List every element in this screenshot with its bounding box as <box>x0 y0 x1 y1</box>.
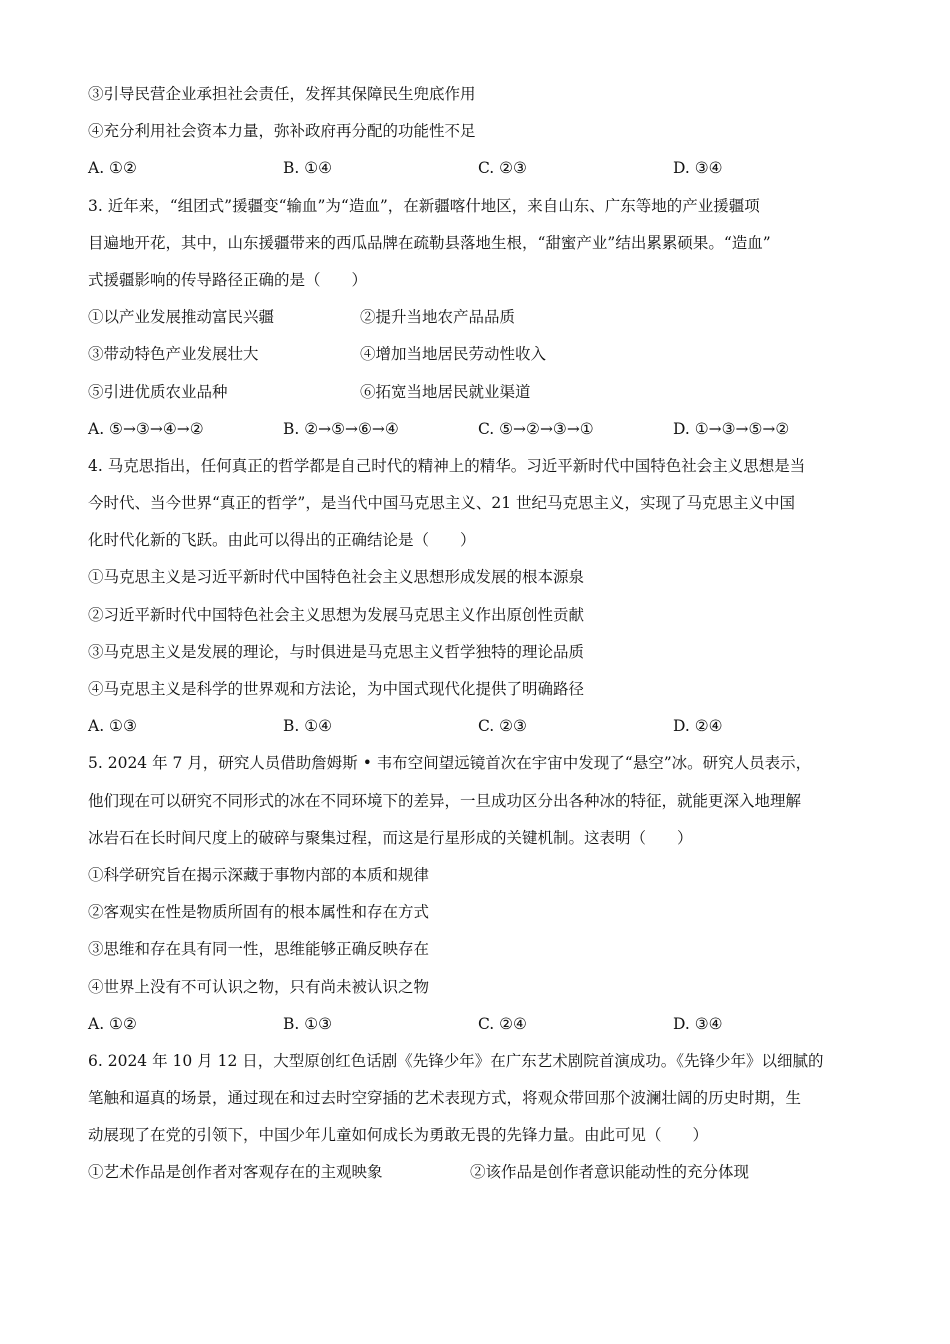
q3-stem-line-2: 目遍地开花，其中，山东援疆带来的西瓜品牌在疏勒县落地生根，“甜蜜产业”结出累累硕果。“造血” <box>88 233 771 252</box>
q3-option-c[interactable]: C. ⑤→②→③→① <box>478 419 594 438</box>
q3-stem-line-3: 式援疆影响的传导路径正确的是（ ） <box>88 270 368 289</box>
q5-options <box>88 1006 878 1043</box>
q5-option-b[interactable]: B. ①③ <box>283 1014 333 1033</box>
q4-option-c[interactable]: C. ②③ <box>478 717 527 736</box>
q6-stem-line-1: 6. 2024 年 10 月 12 日，大型原创红色话剧《先锋少年》在广东艺术剧院首演成功。《先锋少年》以细腻的 <box>88 1051 824 1070</box>
q5-option-a[interactable]: A. ①② <box>88 1014 137 1033</box>
q4-option-b[interactable]: B. ①④ <box>283 717 333 736</box>
q2-option-c[interactable]: C. ②③ <box>478 159 527 178</box>
q6-item-2: ②该作品是创作者意识能动性的充分体现 <box>470 1163 750 1182</box>
q5-item-1: ①科学研究旨在揭示深藏于事物内部的本质和规律 <box>88 865 430 884</box>
q2-options <box>88 150 878 187</box>
q3-option-d[interactable]: D. ①→③→⑤→② <box>673 419 790 438</box>
q3-item-3: ③带动特色产业发展壮大 <box>88 345 259 364</box>
q6-item-1: ①艺术作品是创作者对客观存在的主观映象 <box>88 1163 383 1182</box>
q3-option-a[interactable]: A. ⑤→③→④→② <box>88 419 204 438</box>
q2-option-a[interactable]: A. ①② <box>88 159 137 178</box>
q5-stem-line-2: 他们现在可以研究不同形式的冰在不同环境下的差异，一旦成功区分出各种冰的特征，就能更深入地理解 <box>88 791 802 810</box>
q4-item-1: ①马克思主义是习近平新时代中国特色社会主义思想形成发展的根本源泉 <box>88 568 585 587</box>
q4-item-3: ③马克思主义是发展的理论，与时俱进是马克思主义哲学独特的理论品质 <box>88 642 585 661</box>
q3-option-b[interactable]: B. ②→⑤→⑥→④ <box>283 419 399 438</box>
q3-item-5: ⑤引进优质农业品种 <box>88 382 228 401</box>
q4-option-a[interactable]: A. ①③ <box>88 717 137 736</box>
q6-stem-line-3: 动展现了在党的引领下，中国少年儿童如何成长为勇敢无畏的先锋力量。由此可见（ ） <box>88 1126 709 1145</box>
q5-stem-line-1: 5. 2024 年 7 月，研究人员借助詹姆斯 • 韦布空间望远镜首次在宇宙中发现了“悬空”冰。研究人员表示， <box>88 754 812 773</box>
q3-items-row-1 <box>88 299 878 336</box>
q5-item-2: ②客观实在性是物质所固有的根本属性和存在方式 <box>88 903 430 922</box>
q5-item-4: ④世界上没有不可认识之物，只有尚未被认识之物 <box>88 977 430 996</box>
q3-item-1: ①以产业发展推动富民兴疆 <box>88 308 275 327</box>
q3-options <box>88 411 878 448</box>
q5-option-c[interactable]: C. ②④ <box>478 1014 527 1033</box>
q2-item-3: ③引导民营企业承担社会责任，发挥其保障民生兜底作用 <box>88 85 476 103</box>
q4-stem-line-3: 化时代化新的飞跃。由此可以得出的正确结论是（ ） <box>88 531 476 550</box>
q3-stem-line-1: 3. 近年来，“组团式”援疆变“输血”为“造血”，在新疆喀什地区，来自山东、广东等地的产业援疆项 <box>88 196 760 215</box>
q3-items-row-3 <box>88 374 878 411</box>
q3-item-6: ⑥拓宽当地居民就业渠道 <box>360 382 531 401</box>
q3-item-4: ④增加当地居民劳动性收入 <box>360 345 547 364</box>
q4-item-4: ④马克思主义是科学的世界观和方法论，为中国式现代化提供了明确路径 <box>88 680 585 698</box>
q4-option-d[interactable]: D. ②④ <box>673 717 723 736</box>
q4-stem-line-2: 今时代、当今世界“真正的哲学”，是当代中国马克思主义、21 世纪马克思主义，实现了马克思主义中国 <box>88 494 796 513</box>
q3-items-row-2 <box>88 336 878 373</box>
q5-item-3: ③思维和存在具有同一性，思维能够正确反映存在 <box>88 940 430 959</box>
q2-item-4: ④充分利用社会资本力量，弥补政府再分配的功能性不足 <box>88 122 476 141</box>
q5-option-d[interactable]: D. ③④ <box>673 1014 723 1033</box>
q4-options <box>88 708 878 745</box>
q6-items-row-1 <box>88 1154 878 1191</box>
q6-stem-line-2: 笔触和逼真的场景，通过现在和过去时空穿插的艺术表现方式，将观众带回那个波澜壮阔的历史时期，生 <box>88 1089 802 1108</box>
exam-page <box>88 76 878 1192</box>
q3-item-2: ②提升当地农产品品质 <box>360 308 516 327</box>
q5-stem-line-3: 冰岩石在长时间尺度上的破碎与聚集过程，而这是行星形成的关键机制。这表明（ ） <box>88 828 693 847</box>
q2-option-d[interactable]: D. ③④ <box>673 159 723 178</box>
q4-item-2: ②习近平新时代中国特色社会主义思想为发展马克思主义作出原创性贡献 <box>88 605 585 624</box>
q2-option-b[interactable]: B. ①④ <box>283 159 333 178</box>
q4-stem-line-1: 4. 马克思指出，任何真正的哲学都是自己时代的精神上的精华。习近平新时代中国特色社会主义思想是当 <box>88 456 806 475</box>
